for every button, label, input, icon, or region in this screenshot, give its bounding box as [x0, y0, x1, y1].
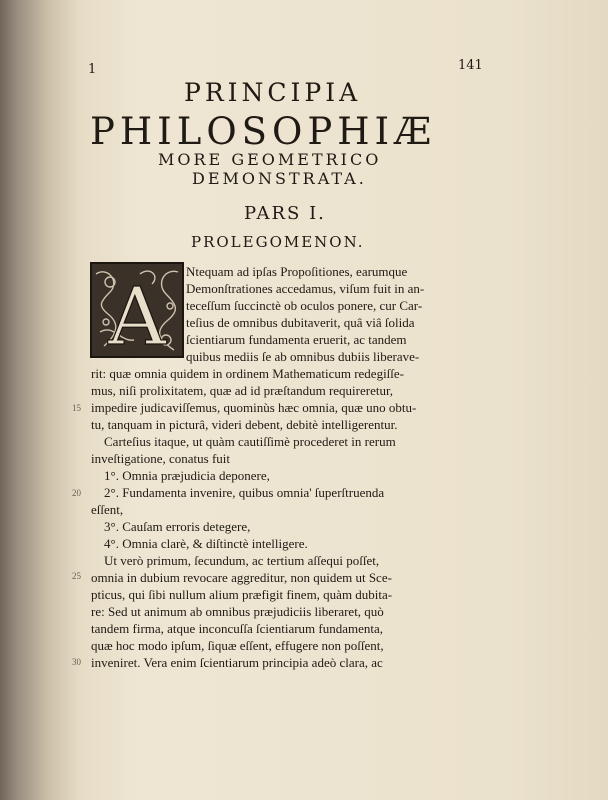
ornamental-initial	[90, 262, 184, 358]
text-line: rit: quæ omnia quidem in ordinem Mathematicum redegiſſe-	[91, 366, 405, 381]
text-line: quibus mediis ſe ab omnibus dubiis liberave-	[186, 349, 420, 364]
title-line-1: PRINCIPIA	[184, 78, 362, 107]
page-number: 141	[458, 58, 483, 73]
text-line: quæ hoc modo ipſum, ſiquæ eſſent, effugere non poſſent,	[91, 638, 384, 653]
text-line: 4°. Omnia clarè, & diſtinctè intelligere.	[104, 536, 308, 551]
margin-line-number: 30	[72, 657, 81, 667]
part-heading: PARS I.	[244, 203, 326, 224]
text-line: Ntequam ad ipſas Propoſitiones, earumque	[186, 264, 408, 279]
text-line: Demonſtrationes accedamus, viſum fuit in an-	[186, 281, 425, 296]
text-line: teceſſum ſuccinctè ob oculos ponere, cur Car-	[186, 298, 423, 313]
text-line: impedire judicaviſſemus, quominùs hæc omnia, quæ uno obtu-	[91, 400, 417, 415]
text-line: re: Sed ut animum ab omnibus præjudiciis liberaret, quò	[91, 604, 384, 619]
text-line: pticus, qui ſibi nullum alium præfigit finem, quàm dubita-	[91, 587, 393, 602]
section-heading: PROLEGOMENON.	[191, 233, 365, 251]
text-line: 1°. Omnia præjudicia deponere,	[104, 468, 270, 483]
text-line: tandem firma, atque inconcuſſa ſcientiarum fundamenta,	[91, 621, 384, 636]
text-line: mus, niſi prolixitatem, quæ ad id præſtandum requireretur,	[91, 383, 394, 398]
subtitle-line-1: MORE GEOMETRICO	[158, 150, 382, 169]
text-line: inveſtigatione, conatus fuit	[91, 451, 230, 466]
subtitle-line-2: DEMONSTRATA.	[192, 169, 367, 188]
drop-cap-letter: A	[108, 270, 166, 358]
folio-left: 1	[88, 62, 97, 77]
text-line: teſius de omnibus dubitaverit, quâ viâ ſolida	[186, 315, 415, 330]
text-line: Ut verò primum, ſecundum, ac tertium aſſequi poſſet,	[104, 553, 380, 568]
text-line: eſſent,	[91, 502, 124, 517]
margin-line-number: 20	[72, 488, 81, 498]
text-line: inveniret. Vera enim ſcientiarum principia adeò clara, ac	[91, 655, 383, 670]
text-line: omnia in dubium revocare aggreditur, non quidem ut Sce-	[91, 570, 392, 585]
text-line: tu, tanquam in picturâ, videri debent, debitè intelligerentur.	[91, 417, 398, 432]
margin-line-number: 15	[72, 403, 81, 413]
text-line: 3°. Cauſam erroris detegere,	[104, 519, 251, 534]
text-line: 2°. Fundamenta invenire, quibus omnia' ſuperſtruenda	[104, 485, 385, 500]
margin-line-number: 25	[72, 571, 81, 581]
text-line: ſcientiarum fundamenta eruerit, ac tandem	[186, 332, 407, 347]
title-line-2: PHILOSOPHIÆ	[90, 110, 437, 153]
text-line: Carteſius itaque, ut quàm cautiſſimè procederet in rerum	[104, 434, 396, 449]
